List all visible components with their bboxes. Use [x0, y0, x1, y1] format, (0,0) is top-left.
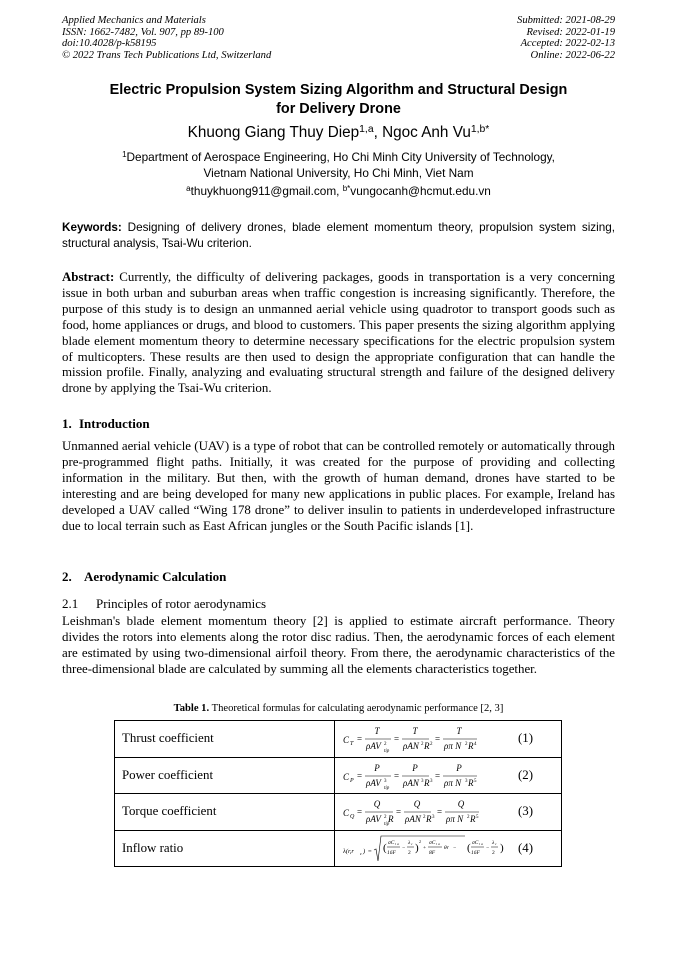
equation-number: (1) — [517, 731, 533, 745]
svg-text:=: = — [435, 734, 441, 744]
keywords — [62, 220, 615, 251]
svg-text:T: T — [374, 726, 380, 736]
svg-text:3: 3 — [432, 815, 435, 820]
svg-text:2: 2 — [423, 815, 426, 820]
svg-text:5: 5 — [476, 815, 479, 820]
svg-text:ρAN: ρAN — [403, 741, 419, 751]
section-2-number: 2. — [62, 569, 72, 584]
svg-text:=: = — [357, 734, 363, 744]
table-cell-label: Power coefficient — [115, 757, 335, 794]
svg-text:R: R — [424, 741, 430, 751]
title-line-1: Electric Propulsion System Sizing Algorithm and Structural Design — [109, 82, 568, 98]
svg-text:tip: tip — [384, 749, 390, 754]
abstract-label: Abstract: — [62, 270, 115, 284]
svg-text:T: T — [456, 726, 462, 736]
svg-text:): ) — [363, 847, 366, 855]
section-1-heading — [62, 416, 150, 432]
svg-text:ρπ N: ρπ N — [444, 741, 462, 751]
svg-text:3: 3 — [430, 778, 433, 784]
email-a: thuykhuong911@gmail.com, — [190, 184, 343, 198]
svg-text:λ: λ — [492, 839, 495, 846]
author-2-affil: 1,b* — [470, 124, 490, 136]
svg-text:Q: Q — [413, 799, 421, 809]
torque-coefficient-formula — [343, 797, 513, 827]
svg-text:=: = — [437, 807, 443, 817]
svg-text:2: 2 — [465, 742, 468, 747]
svg-text:2: 2 — [384, 815, 387, 820]
svg-text:σC: σC — [472, 839, 479, 846]
abstract-text: Currently, the difficulty of delivering packages, goods in transportation is a very concerning issue in both urban and suburban areas when traffic congestion is increasing significantly. Therefore, the purpose of this study is to design an unmanned aerial vehicle using quadrotor to transport goods such as food, home appliances or drugs, and blood to customers. This paper presents the sizing algorithm applying blade element momentum theory to determine necessary specifications for the electric propulsion system of multicopters. These results are then used to design the appropriate configuration that can handle the mission profile. Finally, analyzing and evaluating structural strength and failure of the designed delivery drone by applying the Tsai-Wu criterion. — [62, 270, 615, 396]
power-coefficient-formula — [343, 761, 513, 791]
journal-header — [62, 15, 271, 61]
keywords-label: Keywords: — [62, 221, 122, 234]
svg-text:2: 2 — [384, 742, 387, 747]
svg-text:4: 4 — [474, 742, 477, 747]
table-1 — [114, 720, 562, 867]
svg-text:P: P — [374, 762, 380, 773]
svg-text:−: − — [402, 844, 406, 851]
svg-text:3: 3 — [465, 778, 468, 784]
svg-text:16F: 16F — [387, 849, 396, 856]
svg-text:2: 2 — [419, 838, 421, 844]
table-cell-formula — [335, 794, 562, 831]
keywords-text: Designing of delivery drones, blade element momentum theory, propulsion system sizing, structural analysis, Tsai-Wu criterion. — [62, 221, 615, 250]
affiliation-marker: 1 — [122, 150, 127, 160]
svg-text:T: T — [412, 726, 418, 736]
svg-text:=: = — [435, 770, 441, 781]
equation-number: (4) — [517, 840, 533, 855]
svg-text:ρAV: ρAV — [366, 814, 381, 824]
svg-text:R: R — [468, 741, 474, 751]
svg-text:c: c — [495, 841, 497, 846]
svg-text:ρπ N: ρπ N — [446, 814, 464, 824]
svg-text:Q: Q — [457, 799, 465, 809]
author-1: Khuong Giang Thuy Diep — [187, 124, 360, 141]
section-1-text: Unmanned aerial vehicle (UAV) is a type of robot that can be controlled remotely or automatically through pre-programmed flight paths. Initially, it was created for the purpose of providing and collecting information in the military. But then, with the growth of human demand, drones have started to be interesting and are being developed for many new applications in public places. For example, Ireland has developed a UAV called “Wing 178 drone” to deliver insulin to patients in underdeveloped infrastructure due to local terrain such as East African jungles or the South Pacific islands [1]. — [62, 439, 615, 533]
svg-text:α: α — [438, 841, 440, 846]
svg-text:T: T — [350, 741, 354, 747]
svg-text:R: R — [388, 814, 394, 824]
table-1-caption-text: Theoretical formulas for calculating aerodynamic performance [2, 3] — [209, 703, 504, 714]
dates-header — [517, 15, 615, 61]
email-a-marker: a — [186, 184, 191, 194]
svg-text:2: 2 — [430, 742, 433, 747]
table-cell-formula — [335, 721, 562, 758]
svg-text:c: c — [411, 841, 413, 846]
section-2-1-heading — [62, 596, 266, 612]
svg-text:3: 3 — [421, 778, 424, 784]
svg-text:2: 2 — [467, 815, 470, 820]
section-1-number: 1. — [62, 416, 72, 431]
svg-text:P: P — [350, 777, 354, 784]
section-2-heading — [62, 569, 226, 585]
table-row — [115, 794, 562, 831]
table-1-caption — [62, 703, 615, 715]
svg-text:tip: tip — [384, 822, 390, 827]
title-line-2: for Delivery Drone — [276, 101, 401, 117]
table-cell-label: Torque coefficient — [115, 794, 335, 831]
svg-text:(: ( — [467, 841, 471, 854]
table-row — [115, 721, 562, 758]
equation-number: (3) — [517, 804, 533, 818]
author-emails — [62, 183, 615, 199]
svg-text:ρAV: ρAV — [366, 741, 381, 751]
author-2: Ngoc Anh Vu — [382, 124, 471, 141]
svg-text:tip: tip — [384, 785, 390, 791]
svg-text:3: 3 — [384, 778, 387, 784]
svg-text:C: C — [343, 735, 350, 745]
doi-line: doi:10.4028/p-k58195 — [62, 38, 157, 50]
svg-text:16F: 16F — [471, 849, 480, 856]
svg-text:−: − — [486, 844, 490, 851]
svg-text:α: α — [397, 841, 399, 846]
svg-text:8F: 8F — [429, 849, 436, 856]
section-2-1-text: Leishman's blade element momentum theory [2] is applied to estimate aircraft performance. Theory divides the rotors into elements along the rotor disc radius. Then, the aerodynamic forces of each element are estimated by using two-dimensional airfoil theory. From there, the aerodynamic characteristics of the three-dimensional blade are calculated by summing all the elements characteristics together. — [62, 614, 615, 676]
issn-line: ISSN: 1662-7482, Vol. 907, pp 89-100 — [62, 26, 224, 38]
thrust-coefficient-formula — [343, 724, 513, 754]
svg-text:l: l — [395, 841, 396, 846]
svg-text:λ: λ — [408, 839, 411, 846]
table-cell-label: Inflow ratio — [115, 830, 335, 867]
svg-text:): ) — [500, 841, 504, 854]
svg-text:θr: θr — [444, 844, 449, 851]
svg-text:σC: σC — [388, 839, 395, 846]
accepted-date: Accepted: 2022-02-13 — [520, 38, 615, 50]
svg-text:5: 5 — [474, 778, 477, 784]
table-1-label: Table 1. — [173, 703, 210, 714]
svg-text:C: C — [343, 808, 350, 818]
email-b: vungocanh@hcmut.edu.vn — [350, 184, 491, 198]
table-cell-formula — [335, 757, 562, 794]
svg-text:R: R — [424, 777, 430, 788]
online-date: Online: 2022-06-22 — [530, 49, 615, 61]
svg-text:C: C — [343, 771, 350, 782]
table-row — [115, 757, 562, 794]
inflow-ratio-formula — [343, 834, 518, 864]
journal-name: Applied Mechanics and Materials — [62, 15, 206, 26]
svg-text:=: = — [368, 847, 372, 855]
affiliation-line-2: Vietnam National University, Ho Chi Minh, Viet Nam — [203, 166, 474, 180]
svg-text:(: ( — [383, 841, 387, 854]
section-2-1-title: Principles of rotor aerodynamics — [96, 596, 267, 611]
svg-text:l: l — [479, 841, 480, 846]
email-b-marker: b* — [342, 184, 351, 194]
table-row — [115, 830, 562, 867]
revised-date: Revised: 2022-01-19 — [526, 26, 615, 38]
svg-text:ρπ N: ρπ N — [444, 777, 462, 788]
svg-text:P: P — [456, 762, 462, 773]
svg-text:λ(r,r: λ(r,r — [343, 847, 354, 855]
svg-text:R: R — [426, 814, 432, 824]
svg-text:2: 2 — [408, 849, 411, 856]
svg-text:ρAN: ρAN — [405, 814, 421, 824]
section-2-1-number: 2.1 — [62, 596, 79, 611]
section-2-title: Aerodynamic Calculation — [84, 569, 227, 584]
author-1-affil: 1,a — [359, 124, 374, 136]
svg-text:2: 2 — [421, 742, 424, 747]
svg-text:σC: σC — [429, 839, 436, 846]
author-list — [62, 123, 615, 143]
affiliation — [62, 149, 615, 181]
affiliation-line-1: Department of Aerospace Engineering, Ho Chi Minh City University of Technology, — [126, 150, 555, 164]
table-cell-formula — [335, 830, 562, 867]
svg-text:=: = — [357, 807, 363, 817]
svg-text:): ) — [415, 841, 419, 854]
svg-text:Q: Q — [350, 814, 355, 820]
table-cell-label: Thrust coefficient — [115, 721, 335, 758]
svg-text:ρAV: ρAV — [366, 777, 381, 788]
svg-text:ρAN: ρAN — [403, 777, 419, 788]
equation-number: (2) — [517, 767, 533, 782]
svg-text:P: P — [412, 762, 418, 773]
svg-text:=: = — [357, 770, 363, 781]
svg-text:+: + — [423, 844, 427, 851]
section-1-title: Introduction — [79, 416, 150, 431]
svg-text:R: R — [468, 777, 474, 788]
svg-text:l: l — [436, 841, 437, 846]
paper-title — [62, 81, 615, 119]
svg-text:Q: Q — [373, 799, 381, 809]
svg-text:α: α — [481, 841, 483, 846]
abstract — [62, 270, 615, 397]
copyright-line: © 2022 Trans Tech Publications Ltd, Switzerland — [62, 49, 272, 61]
svg-text:c: c — [360, 850, 362, 856]
svg-text:R: R — [470, 814, 476, 824]
svg-text:=: = — [394, 734, 400, 744]
svg-text:2: 2 — [492, 849, 495, 856]
svg-text:=: = — [396, 807, 402, 817]
author-separator: , — [373, 124, 383, 141]
svg-text:−: − — [453, 844, 457, 851]
svg-text:=: = — [394, 770, 400, 781]
submitted-date: Submitted: 2021-08-29 — [517, 15, 615, 26]
